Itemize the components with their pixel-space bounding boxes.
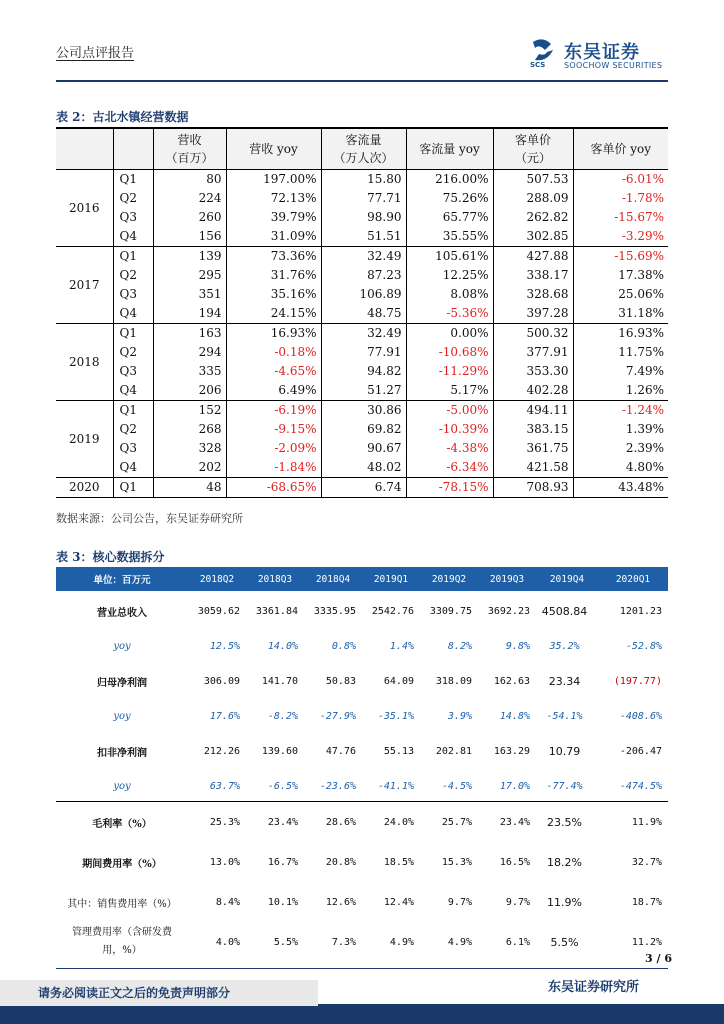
table3-row-label: yoy: [113, 640, 131, 652]
table2-header-cell: 客单价 （元）: [493, 128, 573, 170]
table2-cell: 8.08%: [406, 285, 493, 304]
table3-cell: 16.7%: [267, 856, 298, 868]
table2-cell: 351: [153, 285, 226, 304]
table2-cell: 206: [153, 381, 226, 401]
table2-year: 2018: [56, 324, 113, 401]
table2-cell: -10.39%: [406, 420, 493, 439]
table3-cell: 55.13: [383, 745, 414, 757]
table3-cell: 3309.75: [429, 605, 472, 617]
table2-cell: -10.68%: [406, 343, 493, 362]
table2-row: [56, 304, 668, 324]
table2-cell: 94.82: [321, 362, 406, 381]
table3-row-label: 营业总收入: [97, 607, 147, 619]
table3-cell: 23.5%: [536, 802, 598, 843]
table3-cell: 15.3%: [441, 856, 472, 868]
table2-cell: -4.65%: [226, 362, 321, 381]
table2-cell: 32.49: [321, 247, 406, 267]
table2-cell: -6.19%: [226, 401, 321, 421]
table2-cell: -4.38%: [406, 439, 493, 458]
table3-column-header: 2018Q2: [188, 567, 246, 591]
table3-cell: 9.7%: [447, 896, 472, 908]
table3-cell: 3059.62: [197, 605, 240, 617]
table2-row: [56, 420, 668, 439]
table3-row-label: 归母净利润: [97, 677, 147, 689]
table3-cell: 18.7%: [631, 896, 662, 908]
table3-cell: -474.5%: [619, 780, 662, 792]
table2-cell: 51.51: [321, 227, 406, 247]
table2-cell: 302.85: [493, 227, 573, 247]
table2-cell: 51.27: [321, 381, 406, 401]
table3-cell: 10.1%: [267, 896, 298, 908]
table2-cell: 48.02: [321, 458, 406, 478]
footer-rule: [56, 968, 668, 969]
table3-cell: 4.9%: [389, 936, 414, 948]
table2-cell: 77.71: [321, 189, 406, 208]
company-logo: [527, 36, 677, 72]
table2-cell: 262.82: [493, 208, 573, 227]
table2-cell: 268: [153, 420, 226, 439]
table3-cell: 8.2%: [447, 640, 472, 652]
table3-cell: 4.0%: [215, 936, 240, 948]
table3-cell: -408.6%: [619, 710, 662, 722]
table2-row: [56, 439, 668, 458]
table2-header-cell: 营收 （百万）: [153, 128, 226, 170]
table2-cell: 156: [153, 227, 226, 247]
table2-quarter: Q4: [113, 458, 153, 478]
table2-cell: 69.82: [321, 420, 406, 439]
table3-cell: 12.4%: [383, 896, 414, 908]
table2-cell: 31.09%: [226, 227, 321, 247]
table2-cell: 7.49%: [625, 364, 664, 378]
table3-cell: 3.9%: [447, 710, 472, 722]
table2-cell: 197.00%: [226, 170, 321, 190]
table3-cell: -54.1%: [546, 710, 583, 722]
table2-cell: 224: [153, 189, 226, 208]
table2-header-cell: 客流量 （万人次）: [321, 128, 406, 170]
table3-row-label: yoy: [113, 710, 131, 722]
table2-cell: 106.89: [321, 285, 406, 304]
table2-quarter: Q3: [113, 439, 153, 458]
table2-row: [56, 381, 668, 401]
table2-cell: 397.28: [493, 304, 573, 324]
table2-cell: 139: [153, 247, 226, 267]
table3-cell: 318.09: [435, 675, 472, 687]
table3-row-label: 期间费用率（%）: [82, 858, 162, 870]
table2: [56, 127, 668, 498]
table2-quarter: Q2: [113, 189, 153, 208]
table2-cell: 31.18%: [618, 306, 664, 320]
table2-cell: -9.15%: [226, 420, 321, 439]
table2-cell: 294: [153, 343, 226, 362]
table3-header-row: [56, 567, 668, 591]
table3-column-header: 2019Q1: [362, 567, 420, 591]
table2-cell: 295: [153, 266, 226, 285]
table2-row: [56, 227, 668, 247]
table2-cell: 16.93%: [573, 324, 668, 344]
table3-cell: 5.5%: [273, 936, 298, 948]
table3-cell: 17.0%: [499, 780, 530, 792]
table3-cell: 18.2%: [547, 855, 582, 869]
table2-cell: -6.34%: [406, 458, 493, 478]
table2-cell: 402.28: [493, 381, 573, 401]
table2-quarter: Q1: [113, 478, 153, 498]
table2-quarter: Q1: [113, 324, 153, 344]
table3-cell: 5.5%: [550, 935, 579, 949]
table3-cell: 16.5%: [499, 856, 530, 868]
table2-year: 2016: [56, 170, 113, 247]
table2-cell: -1.24%: [573, 401, 668, 421]
table3-cell: 9.8%: [505, 640, 530, 652]
table2-cell: 31.76%: [226, 266, 321, 285]
table3-cell: 3692.23: [487, 605, 530, 617]
page-number: 3 / 6: [645, 952, 672, 965]
table2-cell: -78.15%: [406, 478, 493, 498]
table3-cell: 18.5%: [383, 856, 414, 868]
table2-cell: 4.80%: [625, 460, 664, 474]
table2-cell: -1.84%: [226, 458, 321, 478]
table2-cell: -15.67%: [614, 210, 664, 224]
table2-cell: 6.49%: [226, 381, 321, 401]
table2-header-quarter: [113, 128, 153, 170]
table3-row: [56, 771, 668, 802]
table3-cell: 13.0%: [209, 856, 240, 868]
table2-quarter: Q1: [113, 170, 153, 190]
table2-cell: 80: [153, 170, 226, 190]
table2-cell: 17.38%: [618, 268, 664, 282]
table2-cell: 152: [153, 401, 226, 421]
disclaimer: 请务必阅读正文之后的免责声明部分: [0, 980, 318, 1006]
table3-row: [56, 631, 668, 661]
table3-cell: 11.9%: [598, 802, 668, 843]
table2-cell: 73.36%: [226, 247, 321, 267]
table2-row: [56, 170, 668, 190]
table2-cell: 11.75%: [618, 345, 664, 359]
table2-cell: 16.93%: [226, 324, 321, 344]
table3-cell: 20.8%: [325, 856, 356, 868]
table3-corner: 单位：百万元: [56, 567, 188, 591]
table3-cell: -206.47: [619, 745, 662, 757]
table3-cell: -52.8%: [625, 640, 662, 652]
table3-cell: 4.9%: [447, 936, 472, 948]
table3-cell: 32.7%: [631, 856, 662, 868]
table2-quarter: Q4: [113, 381, 153, 401]
table2-row: [56, 401, 668, 421]
svg-text:SCS: SCS: [530, 61, 546, 68]
table2-cell: 48.75: [321, 304, 406, 324]
table2-cell: 0.00%: [406, 324, 493, 344]
table2-cell: 90.67: [321, 439, 406, 458]
table2-cell: 260: [153, 208, 226, 227]
table2-quarter: Q1: [113, 247, 153, 267]
table3-cell: 162.63: [493, 675, 530, 687]
table2-cell: 6.74: [321, 478, 406, 498]
table2-cell: 328.68: [493, 285, 573, 304]
table2-source: 数据来源：公司公告，东吴证券研究所: [56, 512, 243, 525]
table2-cell: 163: [153, 324, 226, 344]
logo-cn: 东吴证券: [564, 42, 640, 63]
table2-cell: -11.29%: [406, 362, 493, 381]
table3-cell: 163.29: [493, 745, 530, 757]
table2-cell: 15.80: [321, 170, 406, 190]
table2-cell: 421.58: [493, 458, 573, 478]
table3-row: [56, 661, 668, 701]
table2-quarter: Q2: [113, 266, 153, 285]
table3-row-label: 管理费用率（含研发费用，%）: [72, 927, 172, 956]
table3-cell: 23.4%: [478, 802, 536, 843]
table3-cell: 141.70: [261, 675, 298, 687]
table3-cell: -35.1%: [377, 710, 414, 722]
table3-cell: 3335.95: [313, 605, 356, 617]
table3-column-header: 2020Q1: [598, 567, 668, 591]
table2-cell: 1.39%: [625, 422, 664, 436]
table3-cell: 50.83: [325, 675, 356, 687]
table3-cell: 8.4%: [215, 896, 240, 908]
footer-brand: 东吴证券研究所: [548, 980, 640, 995]
table2-cell: -1.78%: [621, 191, 664, 205]
table2-cell: 361.75: [493, 439, 573, 458]
table2-quarter: Q4: [113, 304, 153, 324]
table2-cell: -68.65%: [226, 478, 321, 498]
table2-quarter: Q2: [113, 420, 153, 439]
table2-cell: -6.01%: [573, 170, 668, 190]
table3-cell: -6.5%: [267, 780, 298, 792]
table2-cell: 65.77%: [406, 208, 493, 227]
table3-cell: 9.7%: [505, 896, 530, 908]
table2-header-row: [56, 128, 668, 170]
table3-column-header: 2019Q2: [420, 567, 478, 591]
table2-row: [56, 458, 668, 478]
table3-cell: 47.76: [325, 745, 356, 757]
table2-cell: 194: [153, 304, 226, 324]
table2-cell: 77.91: [321, 343, 406, 362]
table3-cell: 28.6%: [304, 802, 362, 843]
table2-cell: 39.79%: [226, 208, 321, 227]
table2-cell: 507.53: [493, 170, 573, 190]
table2-cell: 35.16%: [226, 285, 321, 304]
table2-row: [56, 478, 668, 498]
table2-cell: 328: [153, 439, 226, 458]
table2-cell: 25.06%: [618, 287, 664, 301]
table2-quarter: Q3: [113, 208, 153, 227]
table2-header-cell: 客流量 yoy: [406, 128, 493, 170]
table2-cell: 35.55%: [406, 227, 493, 247]
table2-cell: -15.69%: [573, 247, 668, 267]
table3-row-label: 扣非净利润: [97, 747, 147, 759]
table3-row: [56, 701, 668, 731]
table3-column-header: 2018Q4: [304, 567, 362, 591]
table2-cell: 98.90: [321, 208, 406, 227]
table3-cell: 63.7%: [209, 780, 240, 792]
table2-cell: 708.93: [493, 478, 573, 498]
table3-cell: 11.2%: [631, 936, 662, 948]
table3-cell: 23.34: [548, 674, 581, 688]
table2-cell: 288.09: [493, 189, 573, 208]
table2-cell: -5.00%: [406, 401, 493, 421]
table2-year: 2020: [56, 478, 113, 498]
table3-cell: -23.6%: [319, 780, 356, 792]
table2-cell: 338.17: [493, 266, 573, 285]
table2-cell: 24.15%: [226, 304, 321, 324]
table3-column-header: 2018Q3: [246, 567, 304, 591]
table3-cell: 2542.76: [371, 605, 414, 617]
table2-cell: 32.49: [321, 324, 406, 344]
table2-quarter: Q3: [113, 362, 153, 381]
table3-row-label: 其中：销售费用率（%）: [67, 898, 177, 910]
table2-cell: 216.00%: [406, 170, 493, 190]
table3-cell: 14.8%: [499, 710, 530, 722]
table3-cell: -41.1%: [377, 780, 414, 792]
table3-cell: 1.4%: [389, 640, 414, 652]
table3-cell: 212.26: [203, 745, 240, 757]
table3-cell: 139.60: [261, 745, 298, 757]
table2-row: [56, 362, 668, 381]
table2-cell: 1.26%: [625, 383, 664, 397]
table2-cell: 202: [153, 458, 226, 478]
table2-row: [56, 324, 668, 344]
table2-header-cell: 营收 yoy: [226, 128, 321, 170]
table2-header-year: [56, 128, 113, 170]
table3-cell: 3361.84: [255, 605, 298, 617]
table3-cell: 1201.23: [619, 605, 662, 617]
table3-cell: 25.7%: [420, 802, 478, 843]
table3-row: [56, 922, 668, 962]
table3-cell: 25.3%: [188, 802, 246, 843]
table3-cell: 7.3%: [331, 936, 356, 948]
table2-row: [56, 343, 668, 362]
table2-cell: 383.15: [493, 420, 573, 439]
table2-row: [56, 266, 668, 285]
table3-row: [56, 591, 668, 631]
table2-cell: 353.30: [493, 362, 573, 381]
table2-cell: 494.11: [493, 401, 573, 421]
table2-cell: 5.17%: [406, 381, 493, 401]
table2-year: 2019: [56, 401, 113, 478]
header-rule: [56, 80, 668, 82]
table2-cell: -3.29%: [621, 229, 664, 243]
table3-cell: 6.1%: [505, 936, 530, 948]
table3-cell: 24.0%: [362, 802, 420, 843]
table3-cell: -4.5%: [441, 780, 472, 792]
table3-cell: -27.9%: [319, 710, 356, 722]
table2-cell: 48: [153, 478, 226, 498]
table2-row: [56, 247, 668, 267]
table3-cell: 14.0%: [267, 640, 298, 652]
table3-column-header: 2019Q4: [536, 567, 598, 591]
table2-cell: 500.32: [493, 324, 573, 344]
table2-quarter: Q4: [113, 227, 153, 247]
table3-cell: 202.81: [435, 745, 472, 757]
footer-band: [0, 1004, 724, 1024]
table3-cell: 11.9%: [547, 895, 582, 909]
table3-cell: -77.4%: [546, 780, 583, 792]
table2-row: [56, 189, 668, 208]
table3-cell: -8.2%: [267, 710, 298, 722]
table2-cell: -5.36%: [406, 304, 493, 324]
table2-cell: -2.09%: [226, 439, 321, 458]
table2-cell: 377.91: [493, 343, 573, 362]
table2-row: [56, 208, 668, 227]
table2-cell: 72.13%: [226, 189, 321, 208]
table2-cell: 2.39%: [625, 441, 664, 455]
table3-cell: (197.77): [613, 675, 662, 687]
table2-cell: 335: [153, 362, 226, 381]
table3-caption: 表 3：核心数据拆分: [56, 550, 165, 564]
table3-row: [56, 882, 668, 922]
table2-quarter: Q3: [113, 285, 153, 304]
table3-cell: 12.6%: [325, 896, 356, 908]
table3-row: [56, 802, 668, 843]
table3-row: [56, 731, 668, 771]
table2-quarter: Q1: [113, 401, 153, 421]
table3-cell: 306.09: [203, 675, 240, 687]
table2-cell: -0.18%: [226, 343, 321, 362]
table3-cell: 17.6%: [209, 710, 240, 722]
table3-row-label: 毛利率（%）: [56, 802, 188, 843]
table3-cell: 35.2%: [549, 640, 580, 652]
table3-cell: 10.79: [548, 744, 581, 758]
table2-cell: 75.26%: [406, 189, 493, 208]
table3-cell: 64.09: [383, 675, 414, 687]
table3-cell: 12.5%: [209, 640, 240, 652]
table3: [56, 567, 668, 962]
table2-caption: 表 2：古北水镇经营数据: [56, 110, 189, 124]
table2-row: [56, 285, 668, 304]
table3-row-label: yoy: [113, 780, 131, 792]
table2-cell: 30.86: [321, 401, 406, 421]
table2-cell: 105.61%: [406, 247, 493, 267]
report-type: 公司点评报告: [56, 46, 135, 61]
table3-cell: 0.8%: [331, 640, 356, 652]
table3-row: [56, 842, 668, 882]
table2-quarter: Q2: [113, 343, 153, 362]
table2-cell: 427.88: [493, 247, 573, 267]
soochow-logo-icon: [527, 38, 559, 68]
table3-cell: 4508.84: [541, 604, 588, 618]
table3-column-header: 2019Q3: [478, 567, 536, 591]
table2-header-cell: 客单价 yoy: [573, 128, 668, 170]
table2-cell: 43.48%: [573, 478, 668, 498]
table2-year: 2017: [56, 247, 113, 324]
table2-cell: 87.23: [321, 266, 406, 285]
logo-en: SOOCHOW SECURITIES: [564, 61, 663, 70]
table3-cell: 23.4%: [246, 802, 304, 843]
table2-cell: 12.25%: [406, 266, 493, 285]
